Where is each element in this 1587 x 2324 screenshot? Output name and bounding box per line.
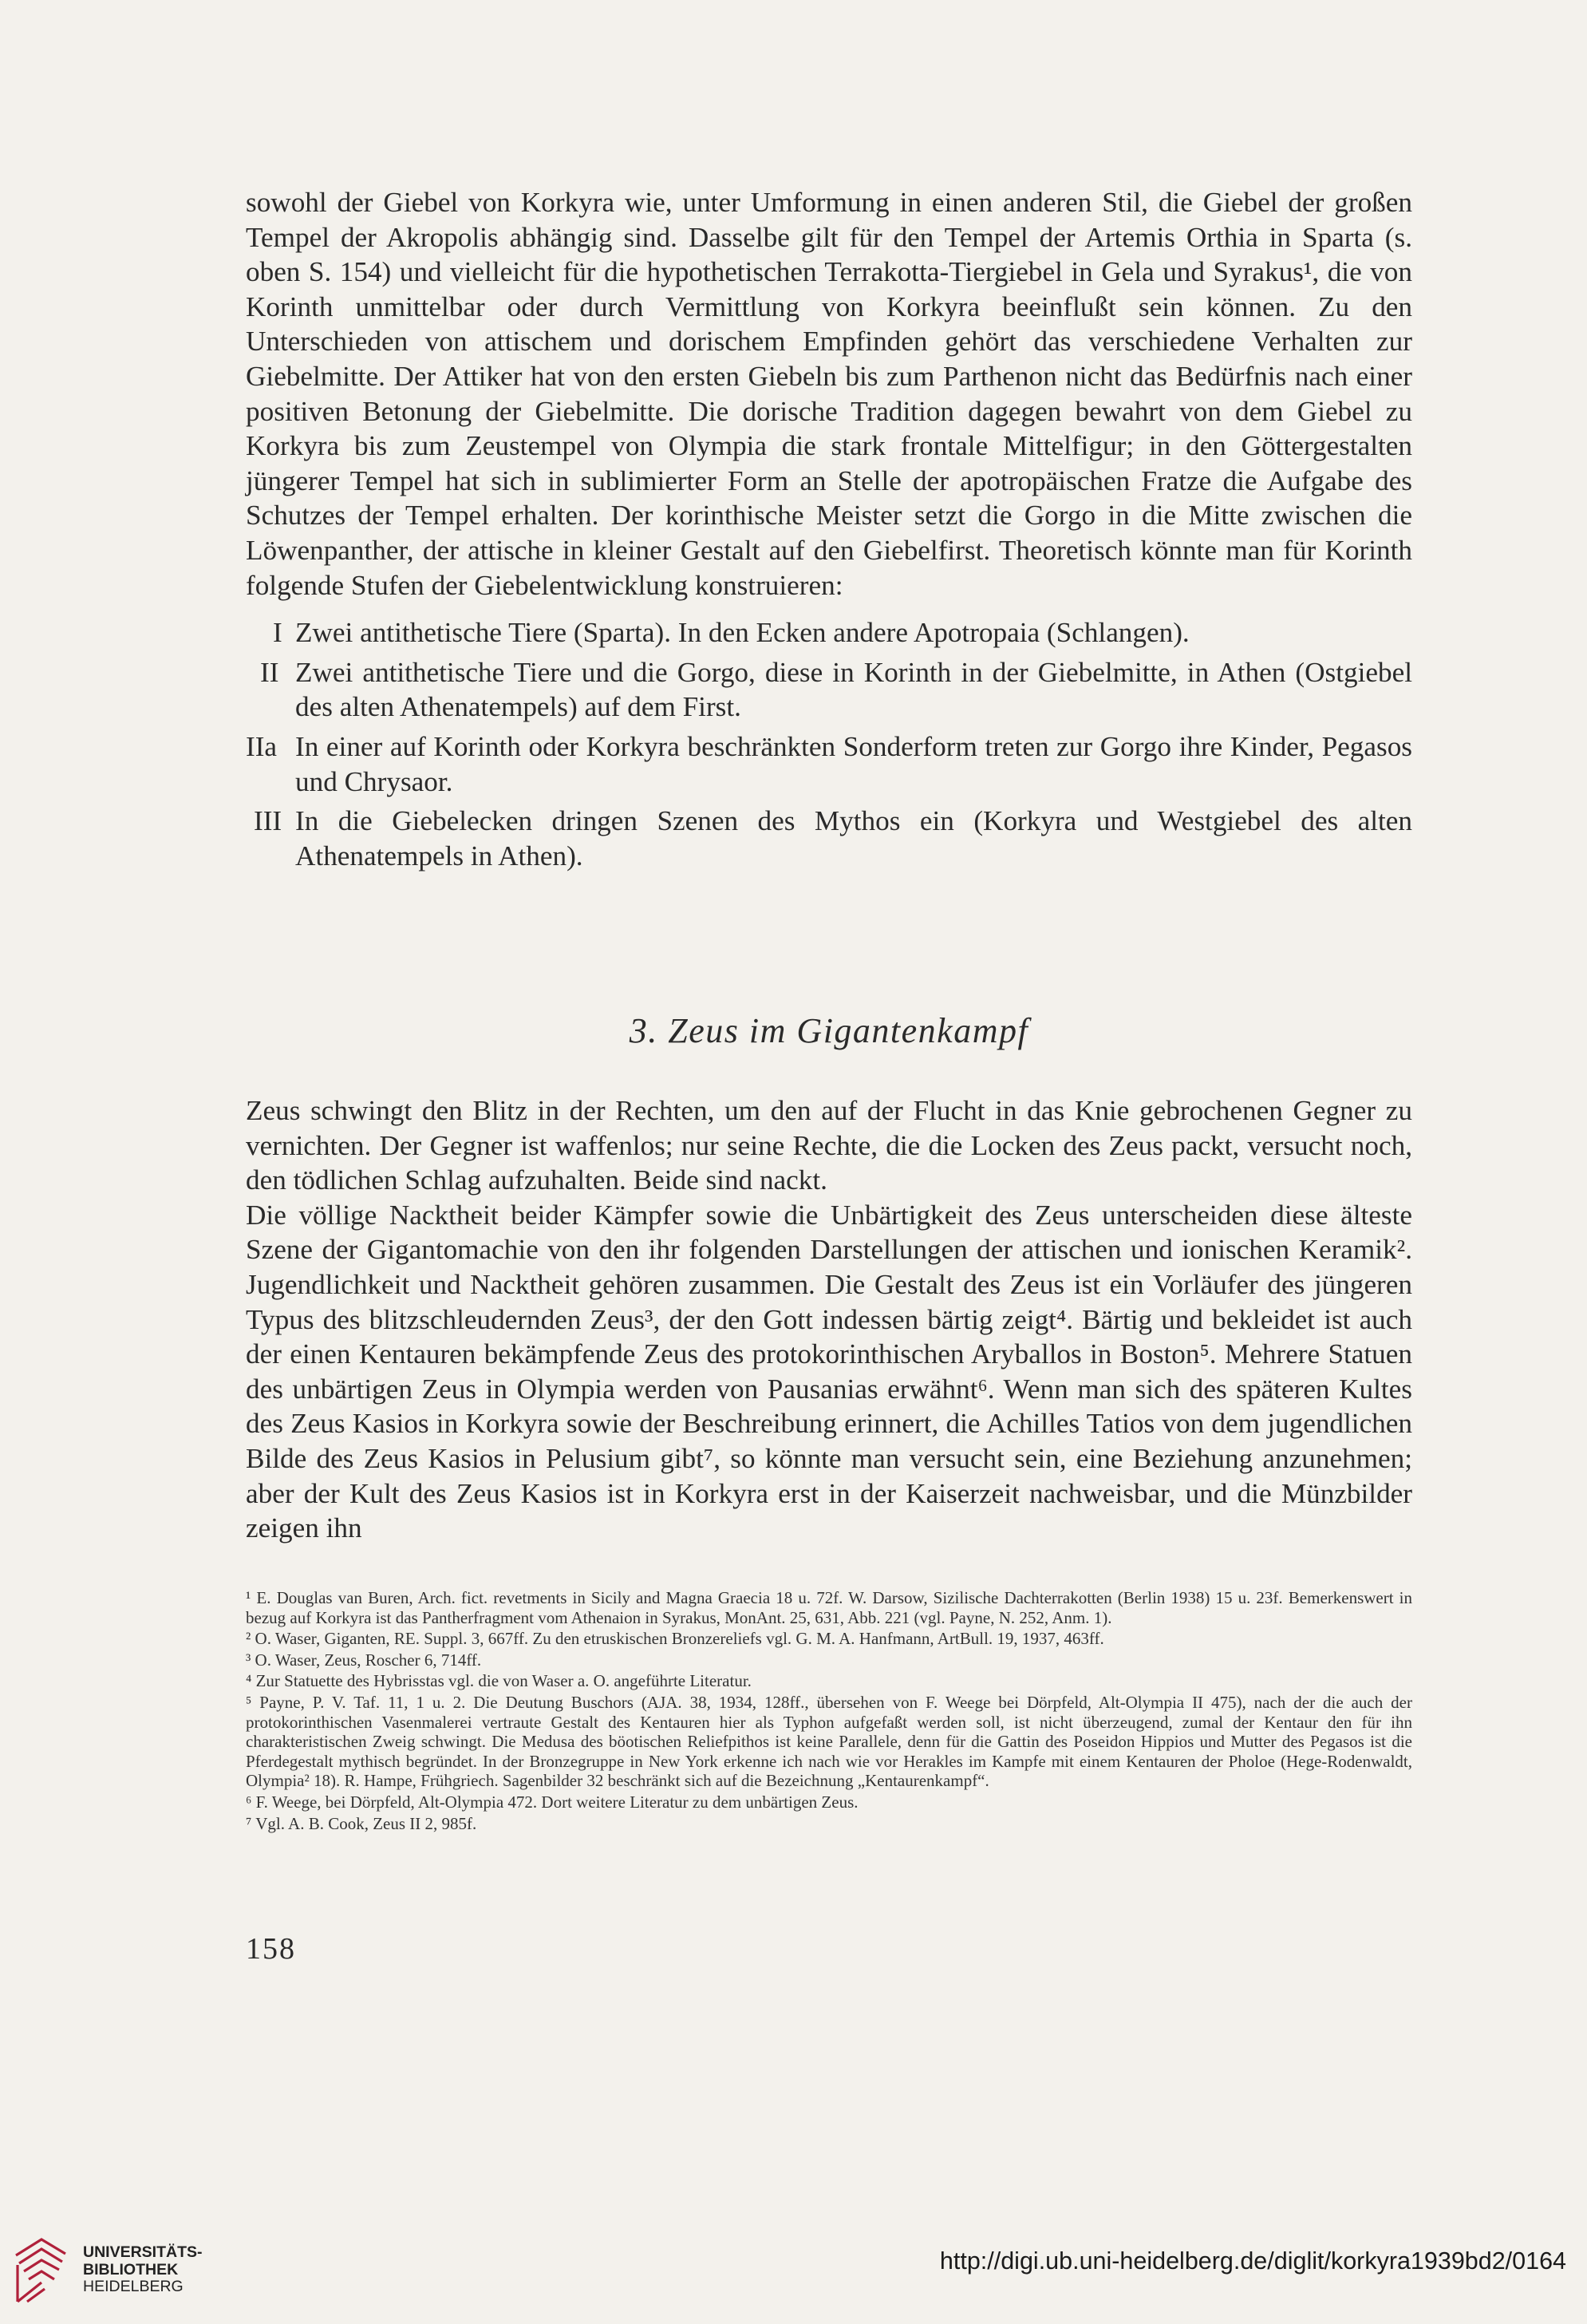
list-item — [246, 615, 1412, 650]
ub-heidelberg-logo-icon — [13, 2233, 69, 2305]
stage-list — [246, 615, 1412, 873]
list-item-number: III — [254, 805, 282, 837]
list-item-text: In einer auf Korinth oder Korkyra beschränkten Sonderform treten zur Gorgo ihre Kinder, Pegasos und Chrysaor. — [295, 730, 1412, 797]
footnote: ⁶ F. Weege, bei Dörpfeld, Alt-Olympia 472. Dort weitere Literatur zu dem unbärtigen Zeus. — [246, 1792, 859, 1812]
footer-bar — [0, 2187, 1587, 2324]
list-item-text: In die Giebelecken dringen Szenen des Mythos ein (Korkyra und Westgiebel des alten Athenatempels in Athen). — [295, 805, 1412, 872]
list-item-text: Zwei antithetische Tiere und die Gorgo, diese in Korinth in der Giebelmitte, in Athen (Ostgiebel des alten Athenatempels) auf dem First. — [295, 656, 1412, 723]
library-name-line: UNIVERSITÄTS- — [83, 2243, 203, 2261]
section-paragraph-1: Zeus schwingt den Blitz in der Rechten, um den auf der Flucht in das Knie gebrochenen Gegner zu vernichten. Der Gegner ist waffenlos; nur seine Rechte, die die Locken des Zeus packt, versucht noch, den tödlichen Schlag aufzuhalten. Beide sind nackt. — [246, 1095, 1412, 1196]
library-name-line: BIBLIOTHEK — [83, 2260, 179, 2279]
paragraph-1: sowohl der Giebel von Korkyra wie, unter Umformung in einen anderen Stil, die Giebel der großen Tempel der Akropolis abhängig sind. Dasselbe gilt für den Tempel der Artemis Orthia in Sparta (s. oben S. 154) und vielleicht für die hypothetischen Terrakotta-Tiergiebel in Gela und Syrakus¹, die von Korinth unmittelbar oder durch Vermittlung von Korkyra beeinflußt sein können. Zu den Unterschieden von attischem und dorischem Empfinden gehört das verschiedene Verhalten zur Giebelmitte. Der Attiker hat von den ersten Giebeln bis zum Parthenon nicht das Bedürfnis nach einer positiven Betonung der Giebelmitte. Die dorische Tradition dagegen bewahrt von dem Giebel zu Korkyra bis zum Zeustempel von Olympia die stark frontale Mittelfigur; in den Göttergestalten jüngerer Tempel hat sich in sublimierter Form an Stelle der apotropäischen Fratze die Aufgabe des Schutzes der Tempel erhalten. Der korinthische Meister setzt die Gorgo in die Mitte zwischen die Löwenpanther, der attische in kleiner Gestalt auf den Giebelfirst. Theoretisch könnte man für Korinth folgende Stufen der Giebelentwicklung konstruieren: — [246, 187, 1412, 601]
footnote: ⁵ Payne, P. V. Taf. 11, 1 u. 2. Die Deutung Buschors (AJA. 38, 1934, 128ff., übersehen von F. Weege bei Dörpfeld, Alt-Olympia II 475), nach der die auch der protokorinthischen Vasenmalerei vertraute Gestalt des Kentauren hier als Typhon aufgefaßt werden soll, ist nicht überzeugend, zumal der Kentaur den für ihn charakteristischen Zweig schwingt. Die Medusa des böotischen Reliefpithos ist keine Parallele, denn für die Gattin des Poseidon Hippios und Mutter des Pegasos ist die Pferdegestalt mythisch begründet. In der Bronzegruppe in New York erkenne ich nach wie vor Herakles im Kampfe mit einem Kentauren der Pholoe (Hege-Rodenwaldt, Olympia² 18). R. Hampe, Frühgriech. Sagenbilder 32 beschränkt sich auf die Bezeichnung „Kentaurenkampf“. — [246, 1692, 1412, 1791]
list-item — [246, 729, 1412, 799]
page-number: 158 — [246, 1932, 296, 1966]
list-item-text: Zwei antithetische Tiere (Sparta). In den Ecken andere Apotropaia (Schlangen). — [295, 617, 1190, 649]
list-item-number: I — [273, 617, 282, 649]
list-item-number: IIa — [246, 730, 278, 762]
footnote: ⁷ Vgl. A. B. Cook, Zeus II 2, 985f. — [246, 1813, 477, 1833]
list-item — [246, 804, 1412, 873]
main-text-block — [246, 185, 1412, 878]
footnote: ³ O. Waser, Zeus, Roscher 6, 714ff. — [246, 1650, 482, 1670]
section-text-block — [246, 1093, 1412, 1546]
list-item — [246, 655, 1412, 725]
footnote: ² O. Waser, Giganten, RE. Suppl. 3, 667ff. Zu den etruskischen Bronzereliefs vgl. G. M. A. Hanfmann, ArtBull. 19, 1937, 463ff. — [246, 1629, 1104, 1649]
list-item-number: II — [260, 656, 279, 688]
footnote: ⁴ Zur Statuette des Hybrisstas vgl. die von Waser a. O. angeführte Literatur. — [246, 1671, 752, 1691]
footnote: ¹ E. Douglas van Buren, Arch. fict. revetments in Sicily and Magna Graecia 18 u. 72f. W. Darsow, Sizilische Dachterrakotten (Berlin 1938) 15 u. 23f. Bemerkenswert in bezug auf Korkyra ist das Pantherfragment vom Athenaion in Syrakus, MonAnt. 25, 631, Abb. 221 (vgl. Payne, N. 252, Anm. 1). — [246, 1588, 1412, 1627]
library-name — [83, 2244, 203, 2296]
section-paragraph-2: Die völlige Nacktheit beider Kämpfer sowie die Unbärtigkeit des Zeus unterscheiden diese älteste Szene der Gigantomachie von den ihr folgenden Darstellungen der attischen und ionischen Keramik². Jugendlichkeit und Nacktheit gehören zusammen. Die Gestalt des Zeus ist ein Vorläufer des jüngeren Typus des blitzschleudernden Zeus³, der den Gott indessen bärtig zeigt⁴. Bärtig und bekleidet ist auch der einen Kentauren bekämpfende Zeus des protokorinthischen Aryballos in Boston⁵. Mehrere Statuen des unbärtigen Zeus in Olympia werden von Pausanias erwähnt⁶. Wenn man sich des späteren Kultes des Zeus Kasios in Korkyra sowie der Beschreibung erinnert, die Achilles Tatios von dem jugendlichen Bilde des Zeus Kasios in Pelusium gibt⁷, so könnte man versucht sein, eine Beziehung anzunehmen; aber der Kult des Zeus Kasios ist in Korkyra erst in der Kaiserzeit nachweisbar, und die Münzbilder zeigen ihn — [246, 1199, 1412, 1544]
section-heading: 3. Zeus im Gigantenkampf — [629, 1011, 1029, 1050]
footnotes — [246, 1588, 1412, 1835]
source-url-link[interactable]: http://digi.ub.uni-heidelberg.de/diglit/korkyra1939bd2/0164 — [939, 2247, 1566, 2275]
library-name-line: HEIDELBERG — [83, 2278, 184, 2295]
